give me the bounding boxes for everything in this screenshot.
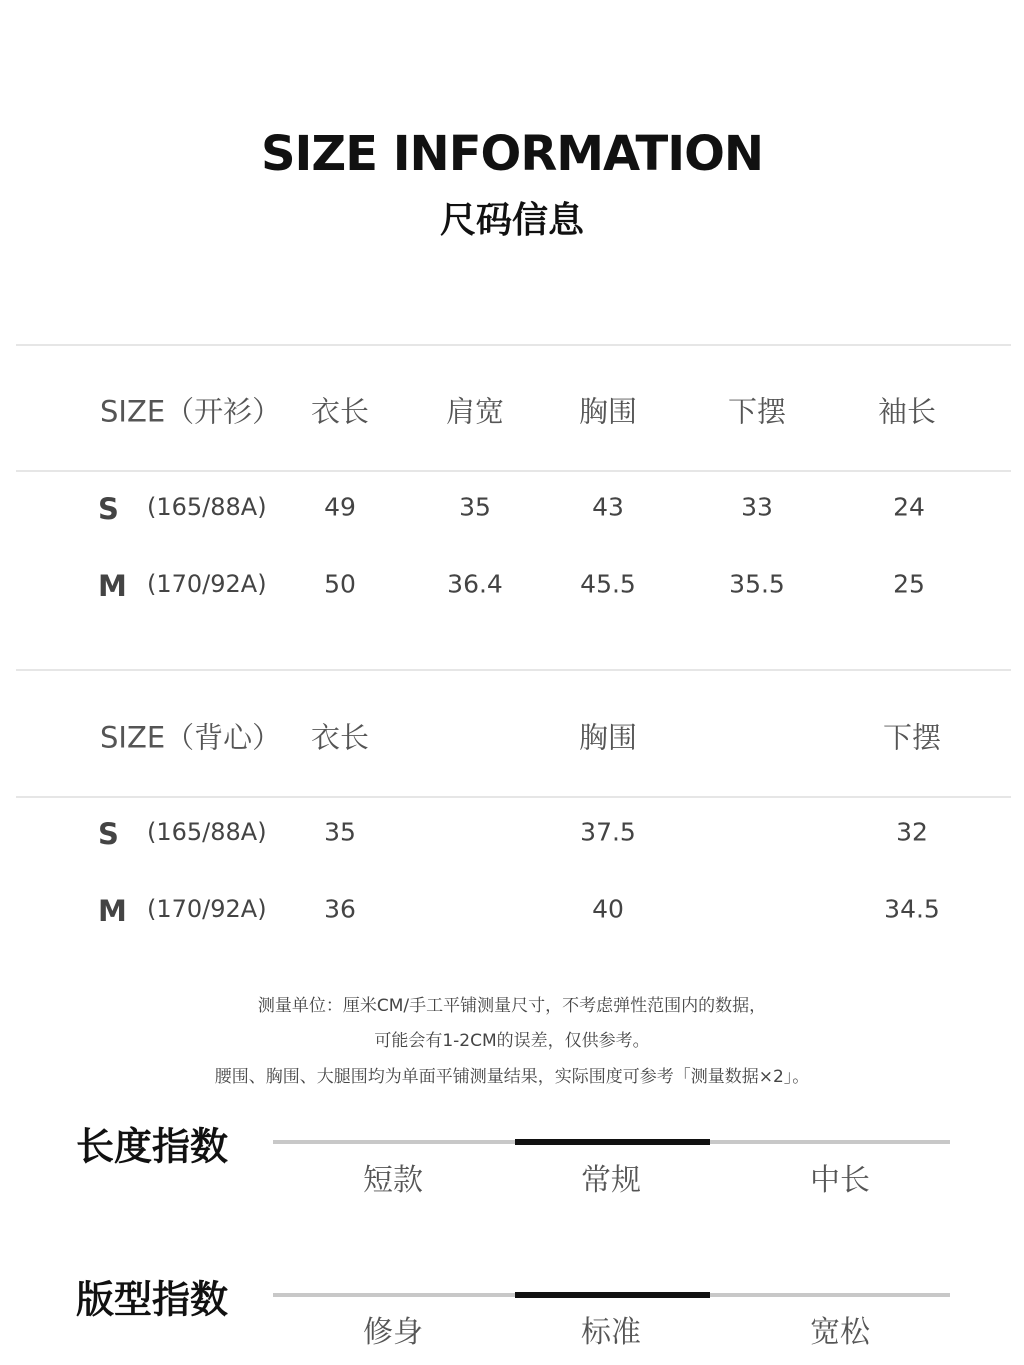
vest-header-size: SIZE（背心）	[100, 720, 282, 755]
cardigan-header-length: 衣长	[310, 394, 370, 429]
size-spec: (170/92A)	[147, 895, 267, 923]
divider	[16, 470, 1011, 472]
value-cell: 37.5	[580, 817, 636, 847]
size-letter: M	[98, 569, 127, 603]
title-cn: 尺码信息	[439, 200, 584, 241]
measurement-note: 测量单位：厘米CM/手工平铺测量尺寸，不考虑弹性范围内的数据，	[257, 996, 767, 1016]
cardigan-header-hem: 下摆	[727, 394, 787, 429]
value-cell: 24	[893, 492, 925, 522]
fit-index-title: 版型指数	[76, 1277, 229, 1322]
value-cell: 36.4	[447, 569, 503, 599]
size-letter: S	[98, 817, 119, 851]
length-option-short: 短款	[363, 1163, 423, 1198]
fit-option-slim: 修身	[363, 1315, 423, 1350]
length-option-mid-long: 中长	[810, 1163, 870, 1198]
value-cell: 35	[324, 817, 356, 847]
cardigan-header-shoulder: 肩宽	[445, 394, 505, 429]
value-cell: 35.5	[729, 569, 785, 599]
cardigan-header-size: SIZE（开衫）	[100, 394, 282, 429]
value-cell: 35	[459, 492, 491, 522]
length-index-selected-bar	[515, 1139, 710, 1145]
size-spec: (165/88A)	[147, 493, 267, 521]
title-en: SIZE INFORMATION	[260, 126, 764, 182]
fit-option-standard: 标准	[581, 1315, 641, 1350]
measurement-note: 可能会有1-2CM的误差，仅供参考。	[374, 1031, 650, 1051]
value-cell: 49	[324, 492, 356, 522]
vest-header-chest: 胸围	[578, 720, 638, 755]
fit-index-selected-bar	[515, 1292, 710, 1298]
size-letter: S	[98, 492, 119, 526]
vest-header-hem: 下摆	[882, 720, 942, 755]
fit-option-loose: 宽松	[810, 1315, 870, 1350]
divider	[16, 344, 1011, 346]
length-option-regular: 常规	[581, 1163, 641, 1198]
value-cell: 43	[592, 492, 624, 522]
vest-header-length: 衣长	[310, 720, 370, 755]
cardigan-header-sleeve: 袖长	[877, 394, 937, 429]
value-cell: 36	[324, 894, 356, 924]
measurement-note: 腰围、胸围、大腿围均为单面平铺测量结果，实际围度可参考「测量数据×2」。	[214, 1067, 810, 1087]
value-cell: 32	[896, 817, 928, 847]
size-spec: (170/92A)	[147, 570, 267, 598]
divider	[16, 796, 1011, 798]
value-cell: 33	[741, 492, 773, 522]
cardigan-header-chest: 胸围	[578, 394, 638, 429]
divider	[16, 669, 1011, 671]
value-cell: 40	[592, 894, 624, 924]
value-cell: 50	[324, 569, 356, 599]
value-cell: 45.5	[580, 569, 636, 599]
size-letter: M	[98, 894, 127, 928]
length-index-title: 长度指数	[76, 1124, 229, 1169]
value-cell: 25	[893, 569, 925, 599]
size-spec: (165/88A)	[147, 818, 267, 846]
value-cell: 34.5	[884, 894, 940, 924]
